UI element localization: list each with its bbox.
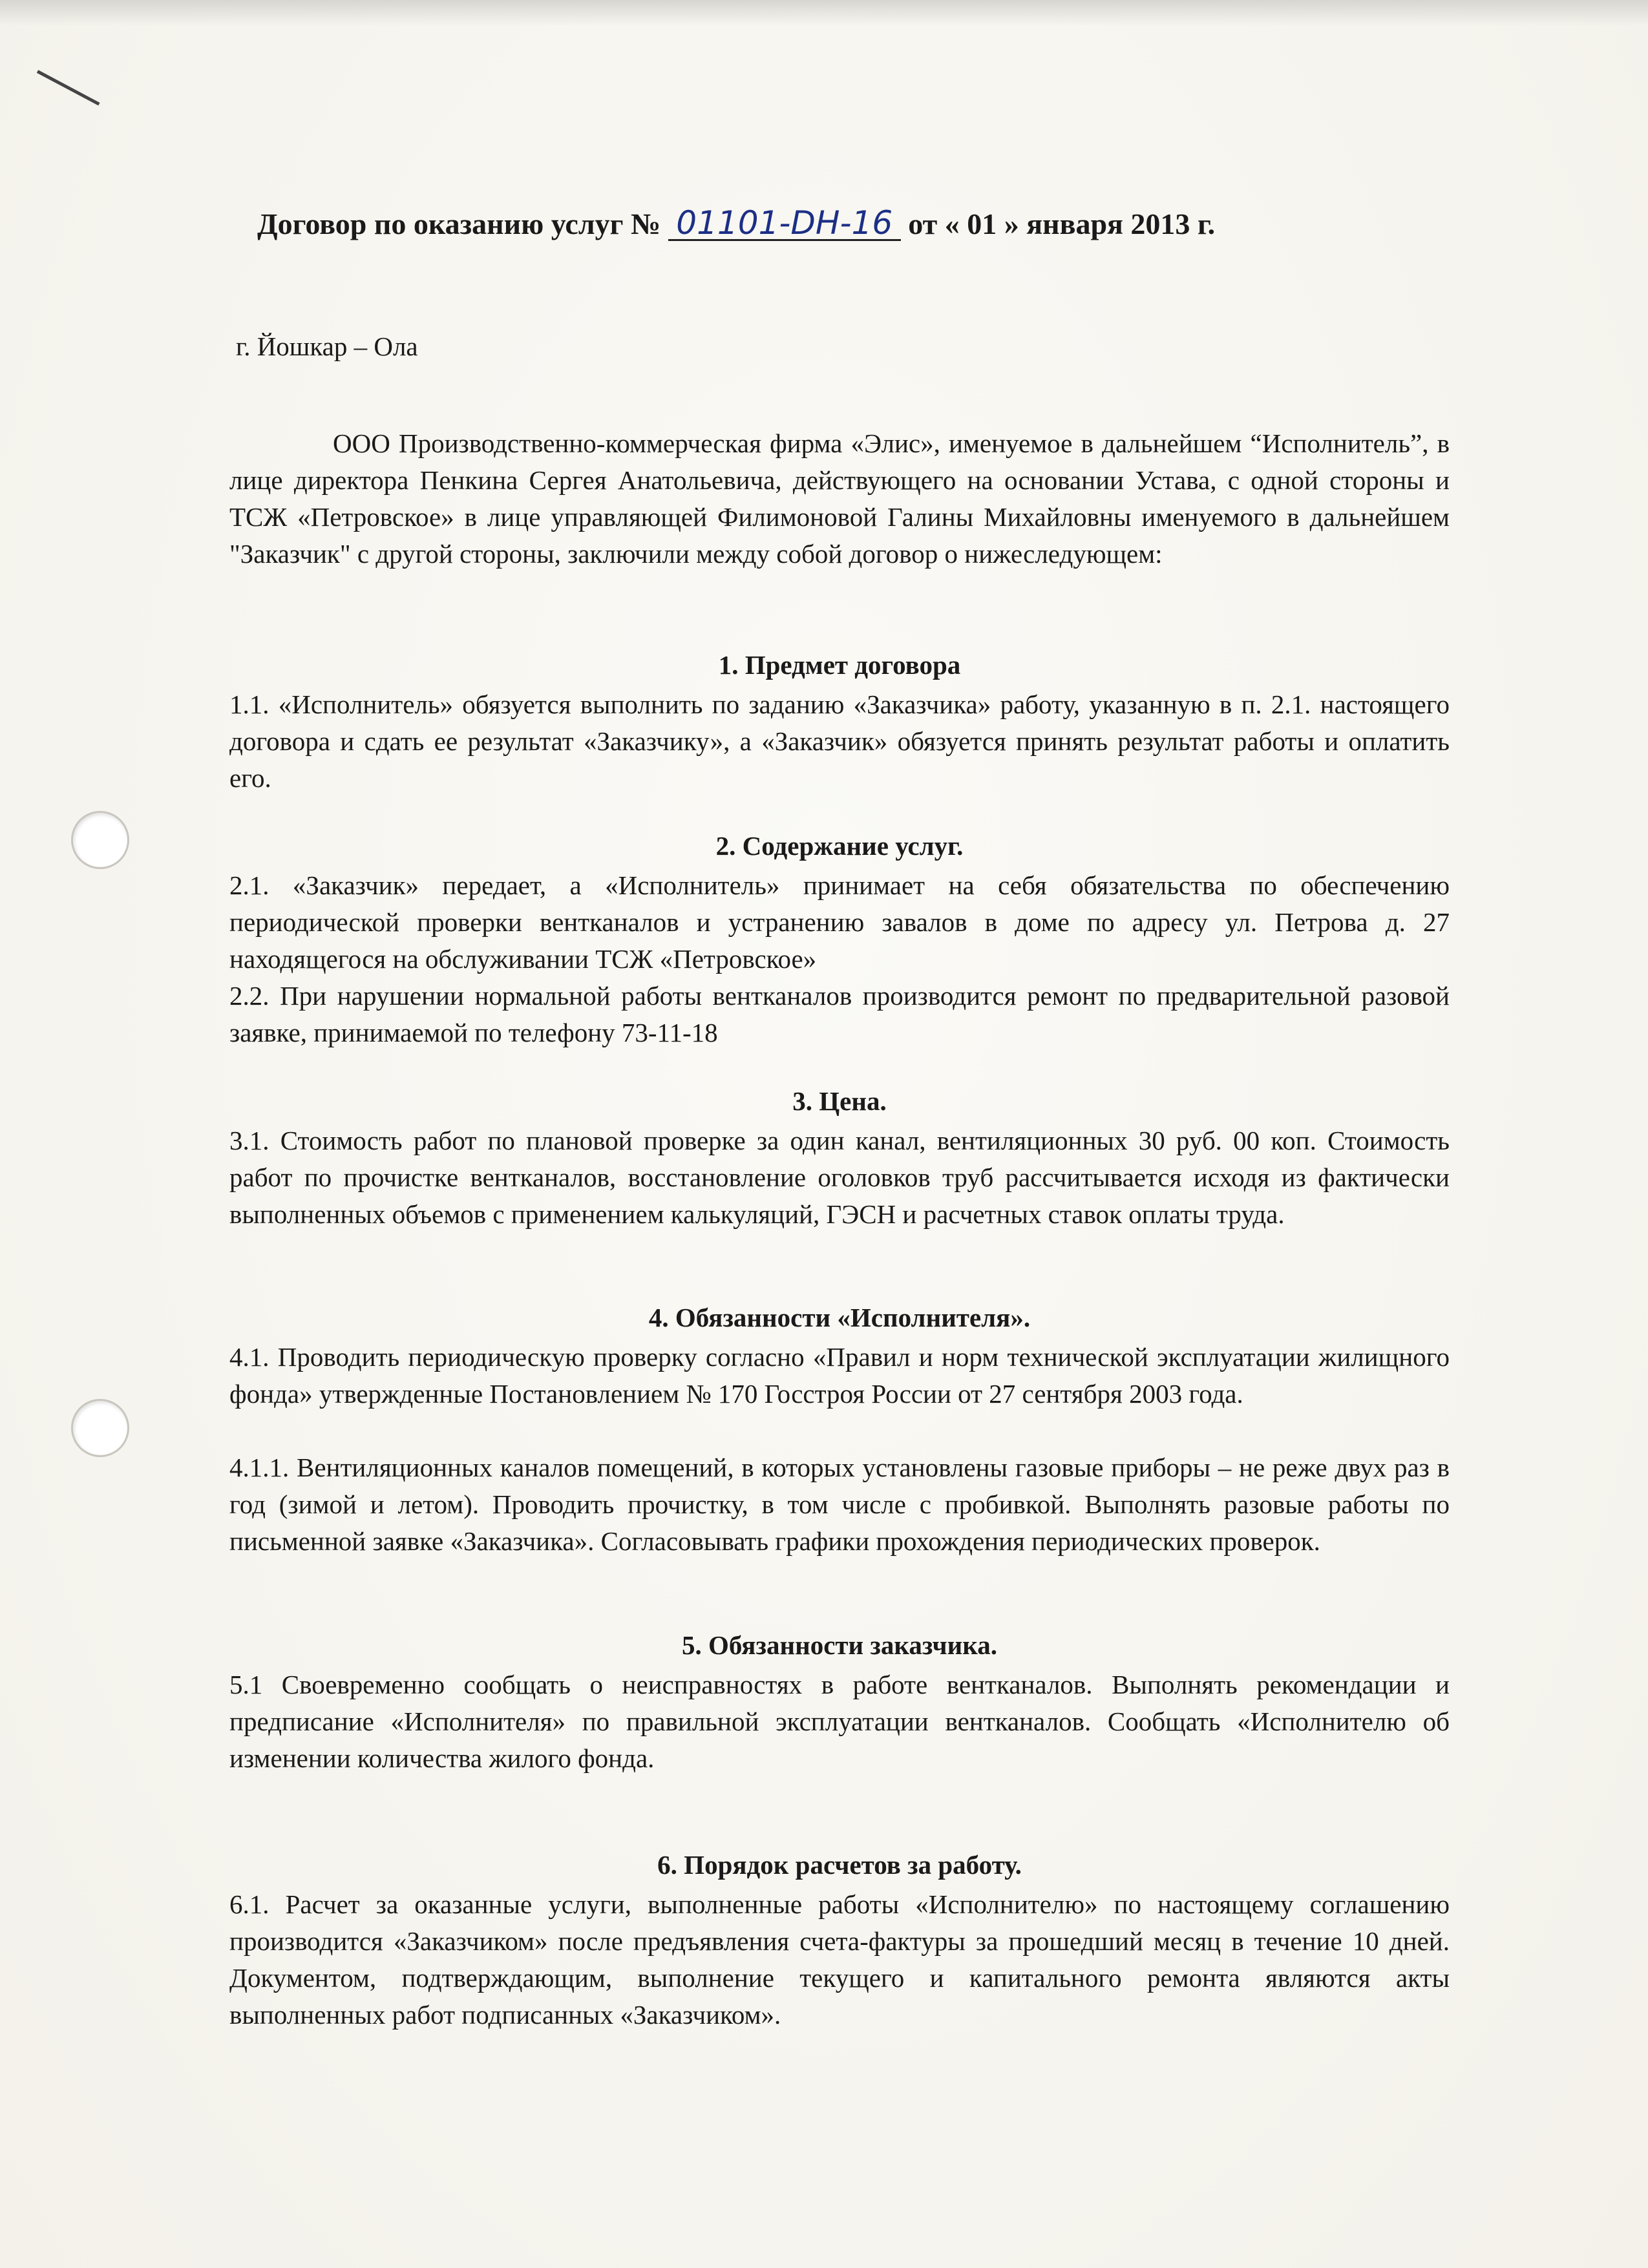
intro-paragraph: ООО Производственно-коммерческая фирма «Элис», именуемое в дальнейшем “Исполнитель”, в лице директора Пенкина Сергея Анатольевича, действующего на основании Устава, с одной стороны и ТСЖ «Петровское» в лице управляющей Филимоновой Галины Михайловны именуемого в дальнейшем "Заказчик" с другой стороны, заключили между собой договор о нижеследующем: (229, 428, 1450, 569)
pen-mark (37, 70, 100, 105)
section-6-heading: 6. Порядок расчетов за работу. (657, 1850, 1022, 1880)
section-1-paragraph: 1.1. «Исполнитель» обязуется выполнить по заданию «Заказчика» работу, указанную в п. 2.1. настоящего договора и сдать ее результат «Заказчику», а «Заказчик» обязуется принять результат работы и оплатить его. (229, 689, 1450, 793)
title-date: от « 01 » января 2013 г. (908, 207, 1216, 240)
section-3-paragraph: 3.1. Стоимость работ по плановой проверке за один канал, вентиляционных 30 руб. 00 коп. Стоимость работ по прочистке вентканалов, восстановление оголовков труб рассчитывается исходя из фактически выполненных объемов с применением калькуляций, ГЭСН и расчетных ставок оплаты труда. (229, 1126, 1450, 1229)
punch-hole (71, 811, 129, 869)
section-2-paragraph-2: 2.2. При нарушении нормальной работы вентканалов производится ремонт по предварительной разовой заявке, принимаемой по телефону 73-11-18 (229, 981, 1450, 1047)
section-4-heading: 4. Обязанности «Исполнителя». (648, 1303, 1031, 1332)
contract-number-handwritten: 01101-DH-16 (668, 207, 901, 241)
section-4-paragraph-1: 4.1. Проводить периодическую проверку согласно «Правил и норм технической эксплуатации жилищного фонда» утвержденные Постановлением № 170 Госстроя России от 27 сентября 2003 года. (229, 1342, 1450, 1409)
document-title (257, 204, 1421, 242)
section-2-heading: 2. Содержание услуг. (715, 831, 964, 861)
section-4-paragraph-2: 4.1.1. Вентиляционных каналов помещений, в которых установлены газовые приборы – не реже двух раз в год (зимой и летом). Проводить прочистку, в том числе с пробивкой. Выполнять разовые работы по письменной заявке «Заказчика». Согласовывать графики прохождения периодических проверок. (229, 1453, 1450, 1556)
title-prefix: Договор по оказанию услуг № (257, 207, 661, 240)
section-2-paragraph-1: 2.1. «Заказчик» передает, а «Исполнитель» принимает на себя обязательства по обеспечению периодической проверки вентканалов и устранению завалов в доме по адресу ул. Петрова д. 27 находящегося на обслуживании ТСЖ «Петровское» (229, 870, 1450, 974)
section-5-paragraph: 5.1 Своевременно сообщать о неисправностях в работе вентканалов. Выполнять рекомендации и предписание «Исполнителя» по правильной эксплуатации вентканалов. Сообщать «Исполнителю об изменении количества жилого фонда. (229, 1670, 1450, 1773)
section-3-heading: 3. Цена. (792, 1086, 887, 1116)
punch-hole (71, 1399, 129, 1457)
section-5-heading: 5. Обязанности заказчика. (681, 1630, 998, 1660)
scan-edge-shadow (0, 0, 1648, 26)
section-6-paragraph: 6.1. Расчет за оказанные услуги, выполненные работы «Исполнителю» по настоящему соглашению производится «Заказчиком» после предъявления счета-фактуры за прошедший месяц в течение 10 дней. Документом, подтверждающим, выполнение текущего и капитального ремонта являются акты выполненных работ подписанных «Заказчиком». (229, 1889, 1450, 2030)
section-1-heading: 1. Предмет договора (718, 650, 961, 680)
city-line: г. Йошкар – Ола (236, 331, 418, 361)
